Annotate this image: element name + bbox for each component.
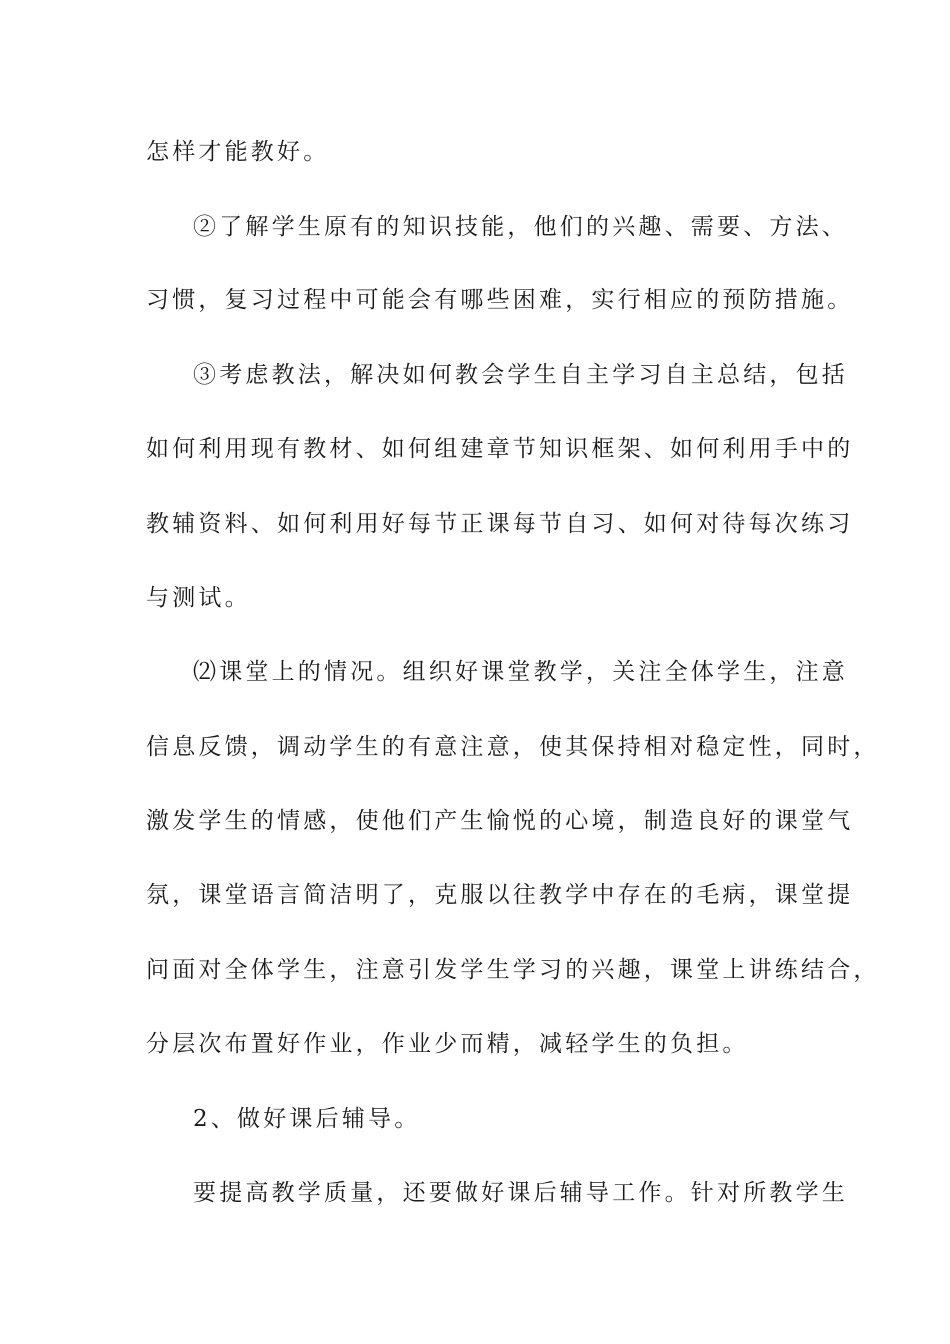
text-line: 习惯，复习过程中可能会有哪些困难，实行相应的预防措施。 (146, 287, 854, 313)
text-line: ②了解学生原有的知识技能，他们的兴趣、需要、方法、 (193, 214, 848, 240)
text-line: ⑵课堂上的情况。组织好课堂教学，关注全体学生，注意 (193, 659, 848, 685)
section-heading: 2、做好课后辅导。 (193, 1106, 421, 1132)
text-line: 问面对全体学生，注意引发学生学习的兴趣，课堂上讲练结合， (146, 957, 880, 983)
text-line: 与测试。 (146, 585, 251, 611)
text-line: 怎样才能教好。 (146, 139, 330, 165)
text-line: 信息反馈，调动学生的有意注意，使其保持相对稳定性，同时， (146, 734, 880, 760)
text-line: 要提高教学质量，还要做好课后辅导工作。针对所教学生 (193, 1180, 848, 1206)
text-line: ③考虑教法，解决如何教会学生自主学习自主总结，包括 (193, 362, 848, 388)
text-line: 教辅资料、如何利用好每节正课每节自习、如何对待每次练习 (146, 511, 854, 537)
text-line: 分层次布置好作业，作业少而精，减轻学生的负担。 (146, 1031, 749, 1057)
text-line: 氛，课堂语言简洁明了，克服以往教学中存在的毛病，课堂提 (146, 882, 854, 908)
text-line: 激发学生的情感，使他们产生愉悦的心境，制造良好的课堂气 (146, 808, 854, 834)
text-line: 如何利用现有教材、如何组建章节知识框架、如何利用手中的 (146, 436, 854, 462)
